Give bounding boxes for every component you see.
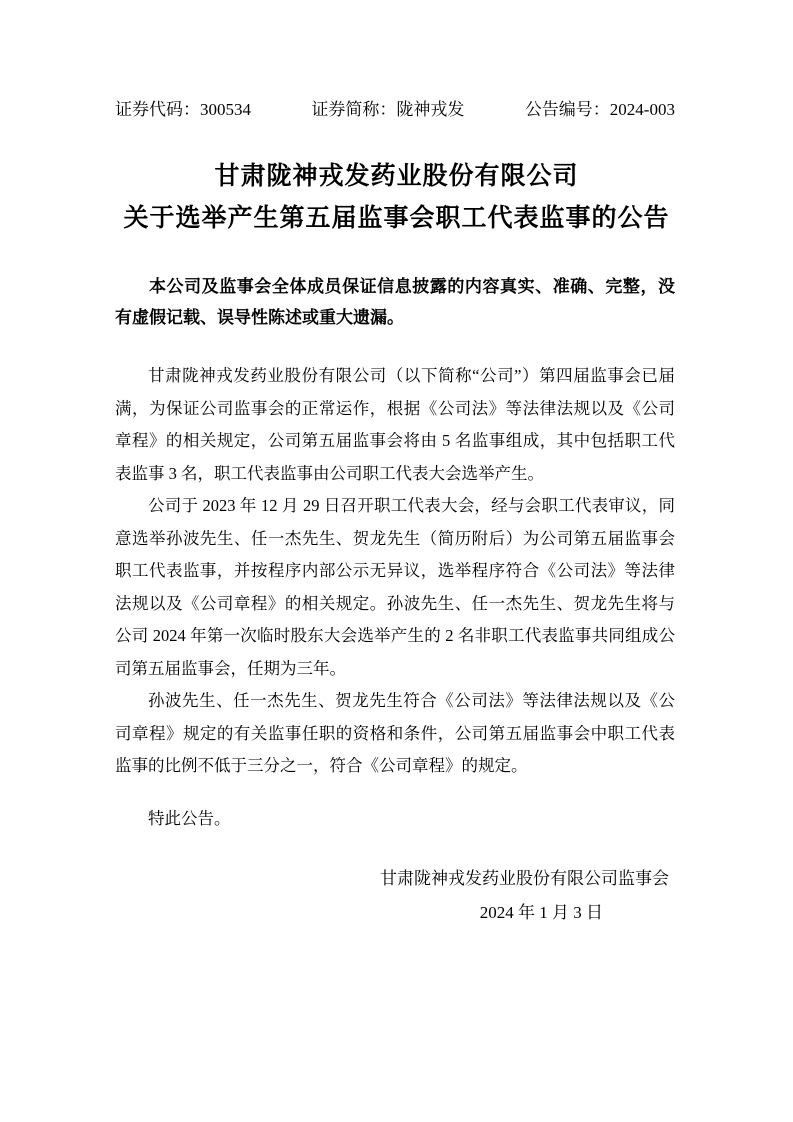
signature-date: 2024 年 1 月 3 日 [479, 903, 603, 922]
securities-header-row [115, 99, 675, 121]
announcement-subject-title: 关于选举产生第五届监事会职工代表监事的公告 [123, 204, 670, 232]
signature-entity: 甘肃陇神戎发药业股份有限公司监事会 [380, 869, 669, 888]
company-title: 甘肃陇神戎发药业股份有限公司 [214, 162, 579, 190]
announcement-body [115, 360, 675, 835]
body-paragraph-2: 公司于 2023 年 12 月 29 日召开职工代表大会，经与会职工代表审议，同意选举孙波先生、任一杰先生、贺龙先生（简历附后）为公司第五届监事会职工代表监事，并按程序内部公示无异议，选举程序符合《公司法》等法律法规以及《公司章程》的相关规定。孙波先生、任一杰先生、贺龙先生将与公司 2024 年第一次临时股东大会选举产生的 2 名非职工代表监事共同组成公司第五届监事会，任期为三年。 [115, 496, 675, 678]
announcement-number-text: 公告编号：2024-003 [524, 100, 675, 119]
stock-name-text: 证券简称：陇神戎发 [311, 100, 465, 119]
disclosure-statement: 本公司及监事会全体成员保证信息披露的内容真实、准确、完整，没有虚假记载、误导性陈述或重大遗漏。 [115, 277, 675, 327]
body-paragraph-1: 甘肃陇神戎发药业股份有限公司（以下简称“公司”）第四届监事会已届满，为保证公司监事会的正常运作，根据《公司法》等法律法规以及《公司章程》的相关规定，公司第五届监事会将由 5 名监事组成，其中包括职工代表监事 3 名，职工代表监事由公司职工代表大会选举产生。 [115, 366, 675, 483]
closing-line: 特此公告。 [148, 808, 231, 828]
body-paragraph-3: 孙波先生、任一杰先生、贺龙先生符合《公司法》等法律法规以及《公司章程》规定的有关监事任职的资格和条件，公司第五届监事会中职工代表监事的比例不低于三分之一，符合《公司章程》的规定。 [115, 691, 675, 775]
stock-code-text: 证券代码：300534 [115, 100, 251, 119]
